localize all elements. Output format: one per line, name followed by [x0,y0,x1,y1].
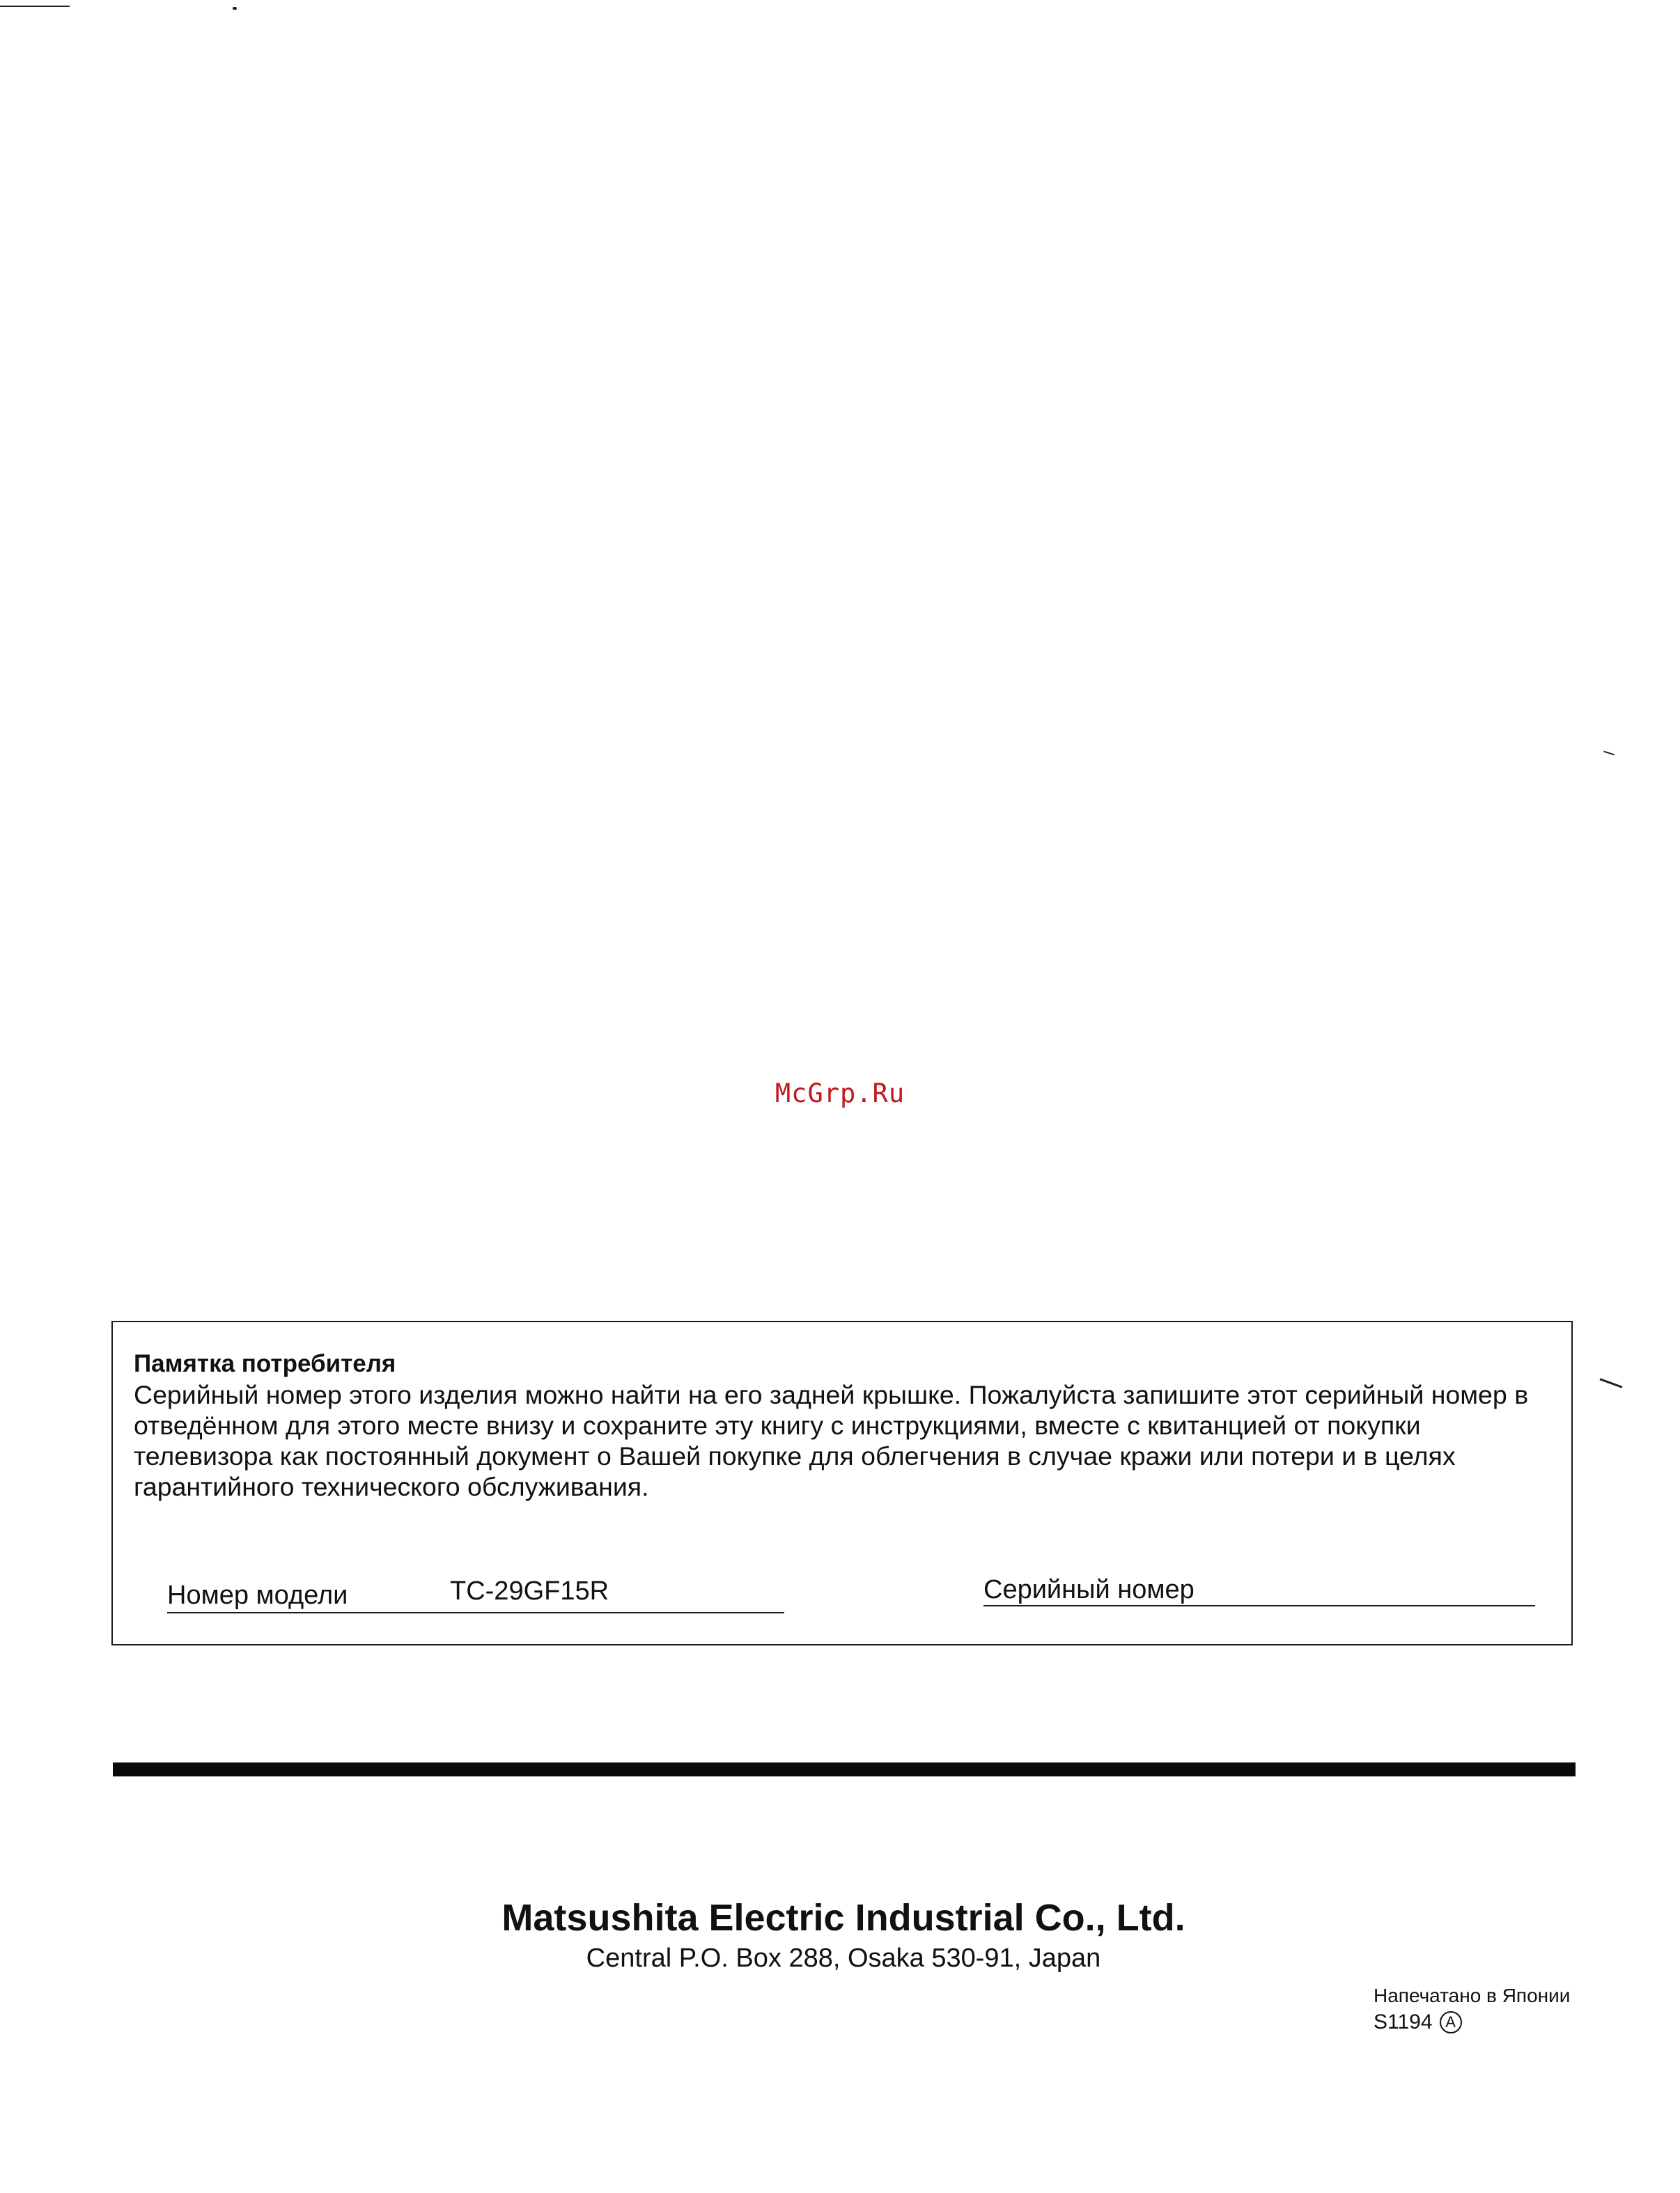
divider-bar [113,1762,1576,1776]
consumer-memo-box [111,1321,1573,1645]
model-number-value: TC-29GF15R [450,1576,609,1606]
memo-body: Серийный номер этого изделия можно найти на его задней крышке. Пожалуйста запишите этот серийный номер в отведённом для этого месте внизу и сохраните эту книгу с инструкциями, вместе с квитанцией от покупки телевизора как постоянный документ о Вашей покупке для облегчения в случае кражи или потери и в целях гарантийного технического обслуживания. [134,1380,1529,1501]
printed-in-label: Напечатано в Японии [1374,1985,1571,2006]
memo-title: Памятка потребителя [134,1350,396,1377]
model-number-underline [167,1612,784,1613]
scan-mark [233,7,237,10]
company-address: Central P.O. Box 288, Osaka 530-91, Japan [586,1944,1101,1973]
serial-number-label: Серийный номер [983,1575,1195,1604]
model-number-label: Номер модели [167,1581,348,1610]
scan-mark [1603,751,1615,756]
circled-a-mark: A [1440,2011,1462,2033]
scan-mark [0,6,70,7]
company-name: Matsushita Electric Industrial Co., Ltd. [501,1897,1185,1939]
watermark: McGrp.Ru [775,1078,905,1108]
print-code [1374,2009,1462,2036]
print-code-text: S1194 [1374,2010,1433,2033]
serial-number-underline [983,1605,1535,1606]
scan-mark [1600,1378,1623,1388]
